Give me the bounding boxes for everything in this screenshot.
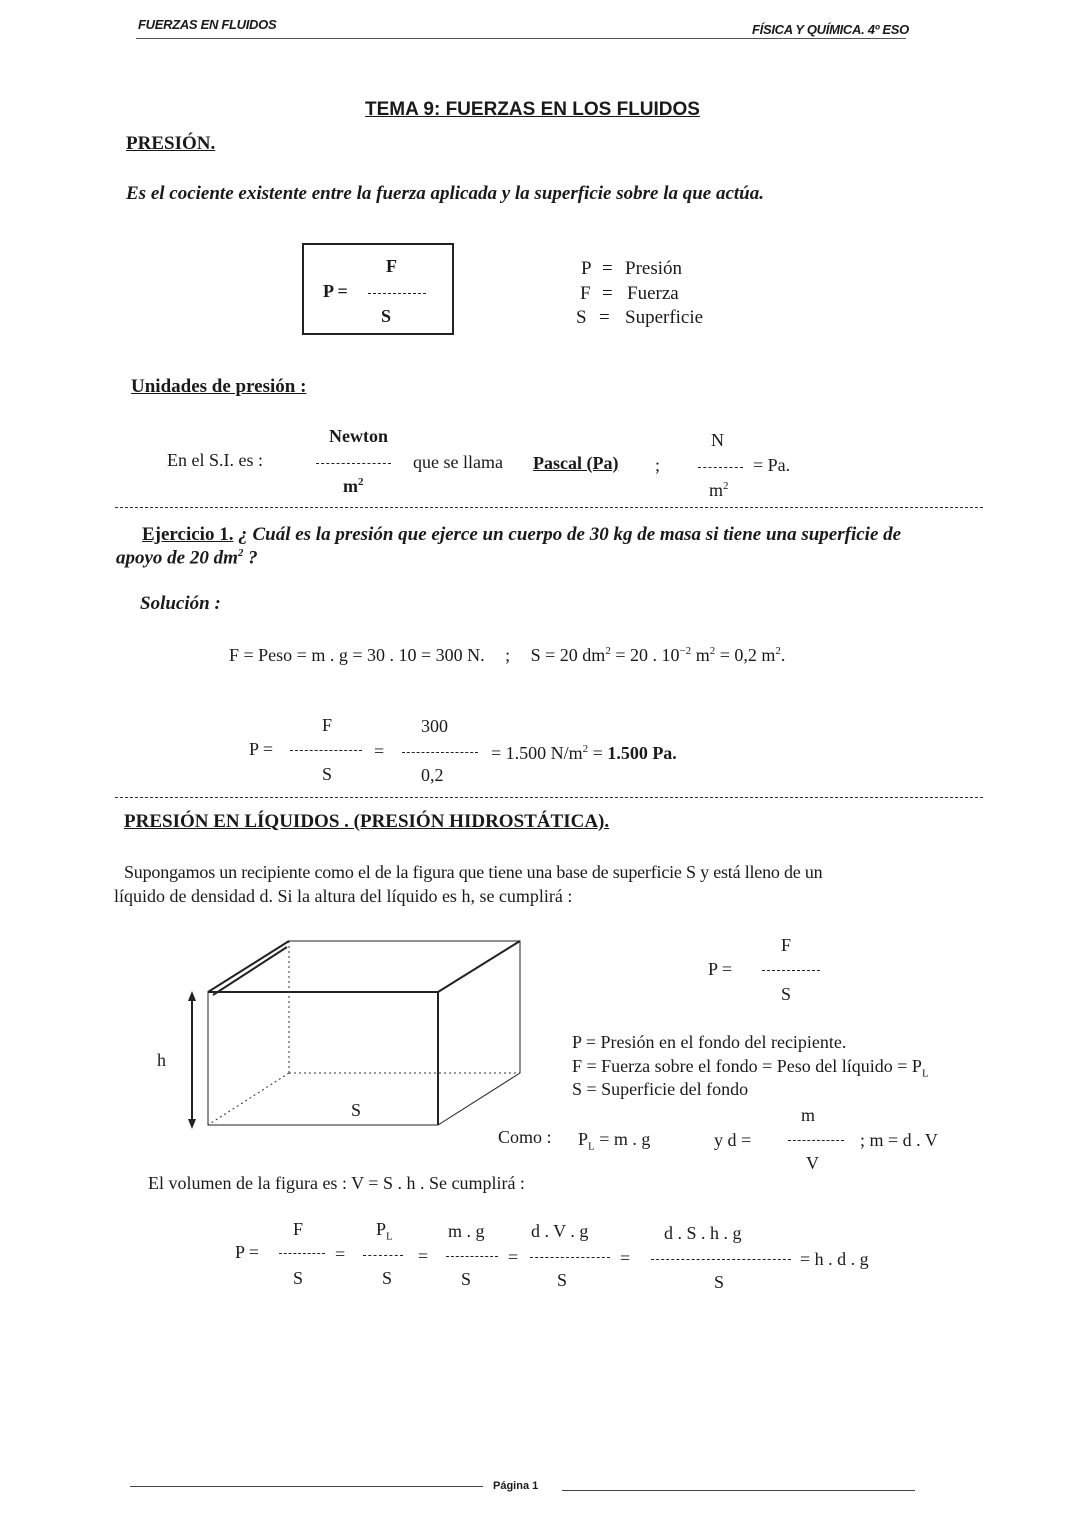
separator-1 bbox=[115, 507, 983, 508]
surface-calc-b: = 20 . 10 bbox=[610, 645, 680, 665]
figure-surface-label: S bbox=[351, 1100, 362, 1120]
si-label: En el S.I. es : bbox=[167, 450, 263, 470]
page-number: Página 1 bbox=[493, 1480, 539, 1492]
d-line bbox=[788, 1140, 844, 1141]
chain-num: d . V . g bbox=[531, 1221, 589, 1241]
n-den-exp: 2 bbox=[723, 480, 729, 492]
liq-legend-sub: L bbox=[921, 1067, 929, 1080]
liq-legend-desc: = Presión en el fondo del recipiente. bbox=[585, 1032, 847, 1052]
units-den-base: m bbox=[343, 476, 358, 496]
d-den: V bbox=[806, 1153, 819, 1173]
liq-p-lhs: P = bbox=[708, 959, 732, 979]
v-calc-den: 0,2 bbox=[421, 765, 444, 785]
legend-desc: Superficie bbox=[625, 307, 704, 328]
chain-result: = h . d . g bbox=[800, 1249, 869, 1269]
exercise1-question-exp: 2 bbox=[237, 547, 244, 559]
m-eq: ; m = d . V bbox=[860, 1130, 938, 1150]
n-fraction-line bbox=[698, 467, 743, 468]
chain-lhs: P = bbox=[235, 1242, 259, 1262]
v-calc-line bbox=[402, 752, 478, 753]
legend-desc: Presión bbox=[625, 258, 682, 279]
chain-den: S bbox=[557, 1270, 568, 1290]
height-arrow-down bbox=[188, 1119, 196, 1129]
weight-calc: F = Peso = m . g = 30 . 10 = 300 N. bbox=[229, 645, 485, 665]
surface-calc-d: = 0,2 m bbox=[715, 645, 776, 665]
result-exp: 2 bbox=[582, 743, 589, 755]
chain-num: d . S . h . g bbox=[664, 1223, 742, 1243]
units-fraction-line bbox=[316, 463, 391, 464]
legend-equals: = bbox=[602, 258, 613, 279]
equals-pa: = Pa. bbox=[753, 455, 791, 475]
height-arrow-up bbox=[188, 991, 196, 1001]
chain-eq: = bbox=[620, 1248, 631, 1268]
v-calc-num: 300 bbox=[421, 716, 448, 736]
formula-den: S bbox=[381, 306, 392, 326]
exp-neg2: −2 bbox=[679, 645, 692, 657]
y-d-label: y d = bbox=[714, 1130, 752, 1150]
chain-eq: = bbox=[508, 1247, 519, 1267]
units-named: que se llama bbox=[413, 452, 503, 472]
exercise1-question-a: ¿ Cuál es la presión que ejerce un cuerpo de 30 kg de masa si tiene una superficie de bbox=[238, 524, 902, 545]
exp-2: 2 bbox=[605, 645, 611, 657]
p-calc-line bbox=[290, 750, 362, 751]
liq-p-line bbox=[762, 970, 820, 971]
como-label: Como : bbox=[498, 1127, 552, 1147]
legend-symbol: P bbox=[581, 258, 592, 279]
solution-line1 bbox=[229, 645, 785, 666]
surface-calc-c: m bbox=[691, 645, 710, 665]
pl-rest: = m . g bbox=[594, 1129, 651, 1149]
chain-line bbox=[530, 1257, 610, 1258]
header-rule bbox=[136, 38, 906, 39]
units-semicolon: ; bbox=[655, 455, 661, 475]
formula-fraction-line bbox=[368, 293, 426, 294]
pl-sub: L bbox=[588, 1140, 595, 1153]
footer-rule-left bbox=[130, 1486, 483, 1487]
units-numerator: Newton bbox=[329, 426, 388, 446]
liq-legend-sym: S bbox=[572, 1079, 583, 1099]
n-den-base: m bbox=[709, 480, 724, 500]
chain-den: S bbox=[461, 1269, 472, 1289]
result-line bbox=[491, 743, 677, 764]
result-bold: 1.500 Pa. bbox=[607, 743, 677, 763]
exercise1-question-line2 bbox=[116, 547, 258, 569]
liq-legend-row bbox=[572, 1032, 846, 1053]
chain-line bbox=[446, 1256, 498, 1257]
exercise1-question-line1 bbox=[142, 524, 901, 546]
liq-p-num: F bbox=[781, 935, 792, 955]
chain-eq: = bbox=[335, 1244, 346, 1264]
units-den-exp: 2 bbox=[358, 476, 364, 488]
liq-p-den: S bbox=[781, 984, 792, 1004]
legend-desc: Fuerza bbox=[627, 283, 679, 304]
chain-eq: = bbox=[418, 1246, 429, 1266]
liq-legend-row bbox=[572, 1079, 748, 1100]
figure-height-label: h bbox=[157, 1050, 166, 1070]
pl-eq bbox=[578, 1129, 650, 1153]
legend-symbol: F bbox=[580, 283, 591, 304]
formula-num: F bbox=[386, 256, 397, 276]
chain-num-pl-sub: L bbox=[386, 1230, 393, 1243]
chain-num bbox=[376, 1219, 393, 1243]
volume-line: El volumen de la figura es : V = S . h . Se cumplirá : bbox=[148, 1173, 525, 1193]
p-calc-eq: = bbox=[374, 741, 385, 761]
liquids-intro-b: líquido de densidad d. Si la altura del líquido es h, se cumplirá : bbox=[114, 886, 573, 906]
n-numerator: N bbox=[711, 430, 724, 450]
pl-sym: P bbox=[578, 1129, 589, 1149]
section-heading-pressure: PRESIÓN. bbox=[126, 133, 216, 154]
p-calc-lhs: P = bbox=[249, 739, 273, 759]
liq-legend-desc: = Fuerza sobre el fondo = Peso del líquido = P bbox=[586, 1056, 922, 1076]
n-denominator bbox=[709, 480, 729, 501]
d-num: m bbox=[801, 1105, 816, 1125]
liq-legend-desc: = Superficie del fondo bbox=[586, 1079, 749, 1099]
chain-num: m . g bbox=[448, 1221, 485, 1241]
formula-lhs: P = bbox=[323, 281, 348, 301]
exercise1-label: Ejercicio 1. bbox=[142, 524, 234, 545]
surface-calc bbox=[531, 645, 786, 665]
pressure-definition: Es el cociente existente entre la fuerza aplicada y la superficie sobre la que actúa. bbox=[126, 183, 765, 204]
legend-equals: = bbox=[599, 307, 610, 328]
page-title: TEMA 9: FUERZAS EN LOS FLUIDOS bbox=[365, 99, 700, 120]
p-calc-den: S bbox=[322, 764, 333, 784]
chain-den: S bbox=[382, 1268, 393, 1288]
units-denominator bbox=[343, 476, 364, 497]
surface-calc-end: . bbox=[780, 645, 786, 665]
exercise1-question-b: apoyo de 20 dm bbox=[116, 547, 238, 569]
chain-line bbox=[651, 1259, 791, 1260]
liq-legend-row bbox=[572, 1056, 929, 1080]
pascal-label: Pascal (Pa) bbox=[533, 453, 619, 473]
line1-sep: ; bbox=[505, 645, 511, 665]
exp-2: 2 bbox=[775, 645, 781, 657]
chain-num: F bbox=[293, 1219, 304, 1239]
chain-num-pl: P bbox=[376, 1219, 387, 1239]
chain-line bbox=[279, 1253, 325, 1254]
footer-rule-right bbox=[562, 1490, 915, 1491]
chain-den: S bbox=[293, 1268, 304, 1288]
separator-2 bbox=[115, 797, 983, 798]
liq-legend-sym: P bbox=[572, 1032, 582, 1052]
header-right: FÍSICA Y QUÍMICA. 4º ESO bbox=[752, 22, 909, 37]
result-a: = 1.500 N/m bbox=[491, 743, 583, 763]
section-heading-liquids: PRESIÓN EN LÍQUIDOS . (PRESIÓN HIDROSTÁTICA). bbox=[124, 811, 610, 832]
units-heading: Unidades de presión : bbox=[131, 376, 307, 397]
p-calc-num: F bbox=[322, 715, 333, 735]
liquids-intro-a: Supongamos un recipiente como el de la figura que tiene una base de superficie S y está lleno de un bbox=[124, 862, 823, 882]
liq-legend-sym: F bbox=[572, 1056, 583, 1076]
exercise1-question-end: ? bbox=[243, 547, 258, 569]
surface-calc-a: S = 20 dm bbox=[530, 645, 606, 665]
solution-label: Solución : bbox=[140, 593, 221, 614]
legend-symbol: S bbox=[576, 307, 587, 328]
header-left: FUERZAS EN FLUIDOS bbox=[138, 17, 277, 32]
chain-line bbox=[363, 1255, 403, 1256]
result-b: = bbox=[588, 743, 608, 763]
chain-den: S bbox=[714, 1272, 725, 1292]
legend-equals: = bbox=[602, 283, 613, 304]
exp-2: 2 bbox=[709, 645, 716, 657]
